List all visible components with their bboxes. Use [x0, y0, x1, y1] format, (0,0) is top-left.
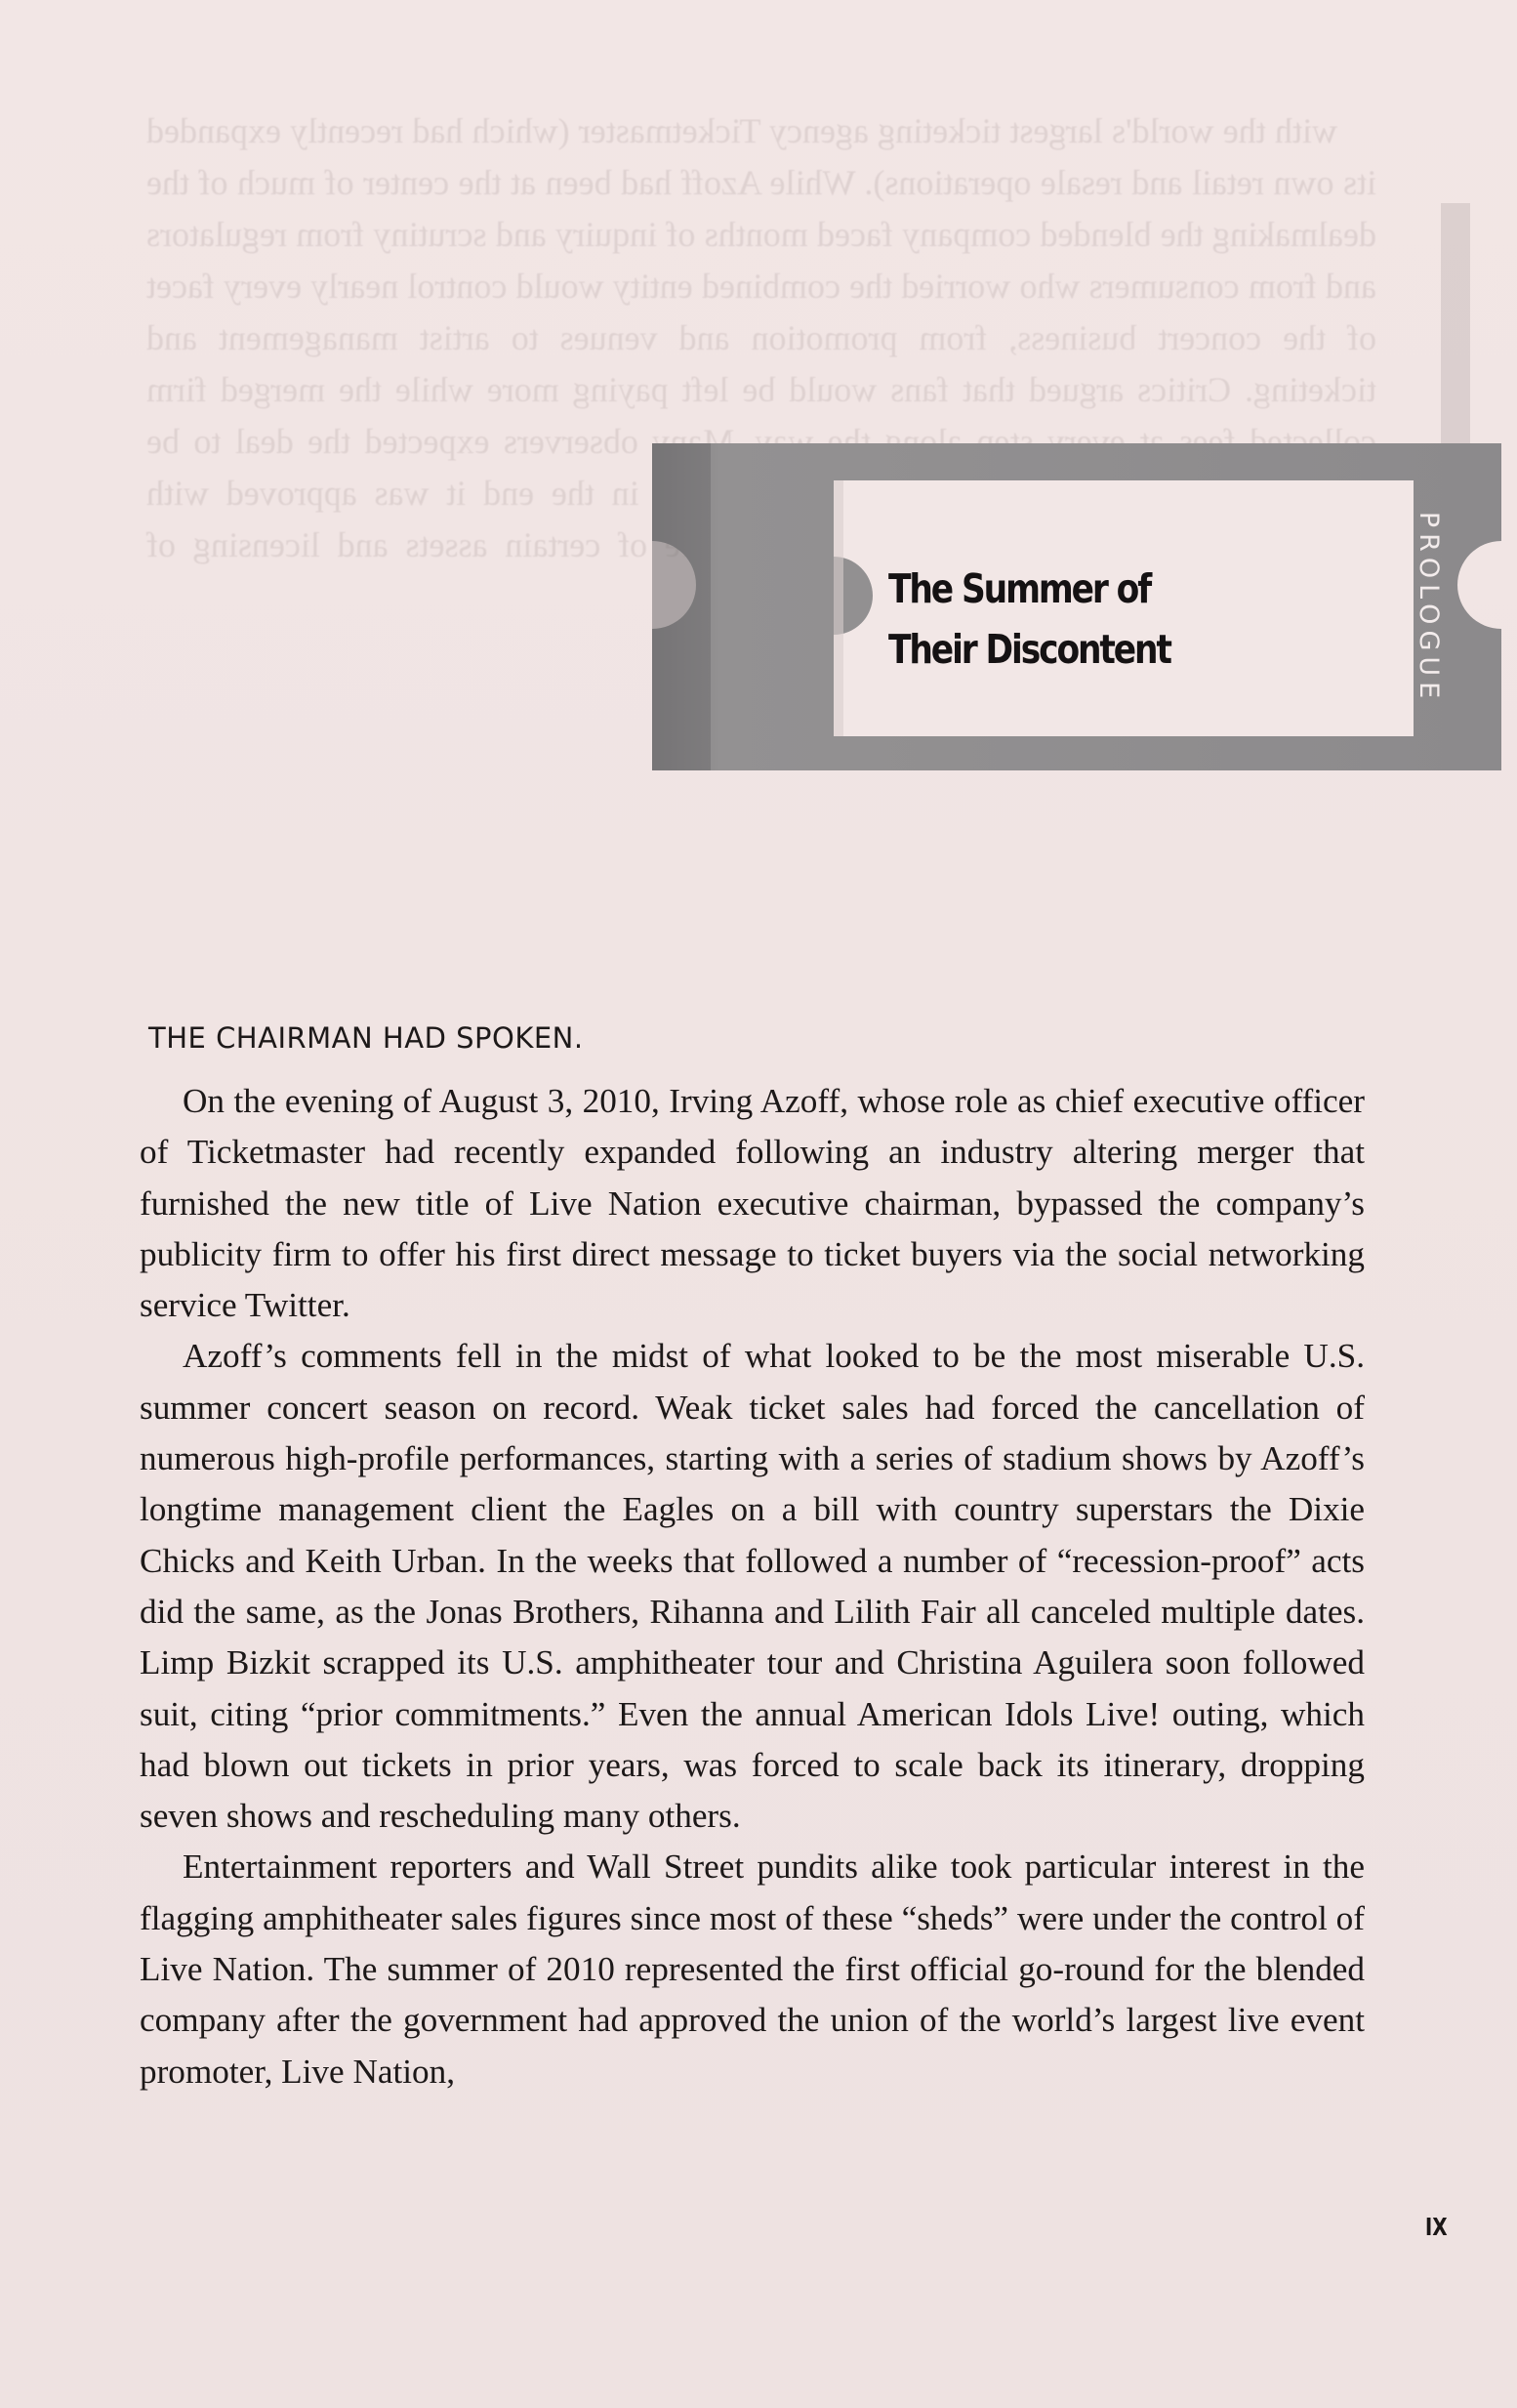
chapter-ticket-banner	[652, 443, 1501, 770]
opening-line: THE CHAIRMAN HAD SPOKEN.	[148, 1021, 584, 1055]
page-number: IX	[1424, 2213, 1448, 2241]
chapter-title-line-2: Their Discontent	[888, 626, 1170, 673]
show-through-text: with the world's largest ticketing agency Ticketmaster (which had recently expanded its own retail and resale operations). While Azoff had been at the center of much of the dealmaking the blended company faced months of inquiry and scrutiny from regulators and from consumers who worried the combined entity would control nearly every facet of the concert business, from promotion and venues to artist management and ticketing. Critics argued that fans would be left paying more while the merged firm collected fees at every step along the way. Many observers expected the deal to be in the end it was approved with of certain assets and licensing of	[146, 111, 1376, 564]
prologue-tab	[1411, 510, 1448, 705]
paragraph-2: Azoff’s comments fell in the midst of what looked to be the most miserable U.S. summer concert season on record. Weak ticket sales had forced the cancellation of numerous high-profile performances, starting with a series of stadium shows by Azoff’s longtime management client the Eagles on a bill with country superstars the Dixie Chicks and Keith Urban. In the weeks that followed a number of “recession-proof” acts did the same, as the Jonas Brothers, Rihanna and Lilith Fair all canceled multiple dates. Limp Bizkit scrapped its U.S. amphitheater tour and Christina Aguilera soon followed suit, citing “prior commitments.” Even the annual American Idols Live! outing, which had blown out tickets in prior years, was forced to scale back its itinerary, dropping seven shows and rescheduling many others.	[140, 1337, 1365, 1836]
paragraph-3: Entertainment reporters and Wall Street pundits alike took particular interest in the flagging amphitheater sales figures since most of these “sheds” were under the control of Live Nation. The summer of 2010 represented the first official go-round for the blended company after the government had approved the union of the world’s largest live event promoter, Live Nation,	[140, 1848, 1365, 2091]
prologue-label: PROLOGUE	[1414, 511, 1445, 704]
chapter-title-line-1: The Summer of	[888, 565, 1151, 612]
chapter-title	[888, 559, 1200, 680]
body-text	[140, 1076, 1365, 2097]
paragraph-1: On the evening of August 3, 2010, Irving Azoff, whose role as chief executive officer of Ticketmaster had recently expanded following an industry altering merger that furnished the new title of Live Nation executive chairman, bypassed the company’s publicity firm to offer his first direct message to ticket buyers via the social networking service Twitter.	[140, 1082, 1365, 1325]
